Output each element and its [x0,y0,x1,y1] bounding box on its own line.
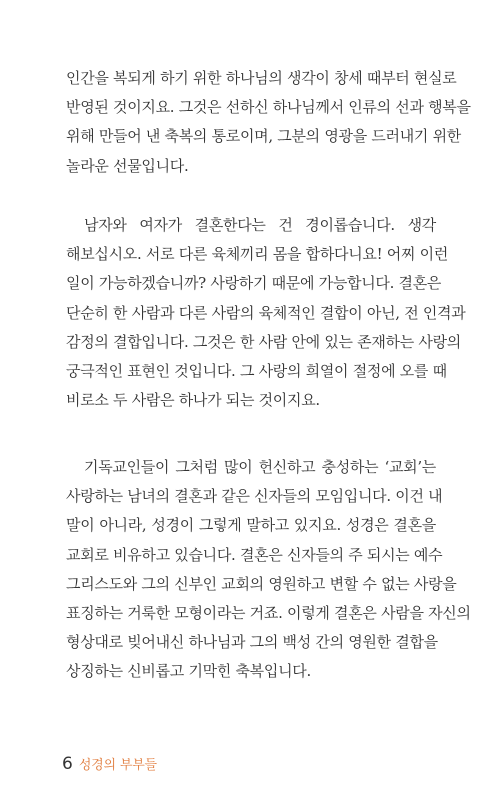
paragraph-line: 남자와 여자가 결혼한다는 건 경이롭습니다. 생각 [84,216,436,234]
paragraph-3 [66,453,471,687]
paragraph-line: 일이 가능하겠습니까? 사랑하기 때문에 가능합니다. 결혼은 [66,274,442,293]
page-number: 6 [62,754,73,774]
paragraph-line: 기독교인들이 그처럼 많이 헌신하고 충성하는 ‘교회’는 [84,458,436,476]
paragraph-line: 사랑하는 남녀의 결혼과 같은 신자들의 모임입니다. 이건 내 [66,487,443,506]
paragraph-line: 놀라운 선물입니다. [66,156,189,175]
paragraph-line: 그리스도와 그의 신부인 교회의 영원하고 변할 수 없는 사랑을 [66,574,457,593]
paragraph-1 [66,64,471,181]
paragraph-line: 단순히 한 사람과 다른 사람의 육체적인 결합이 아닌, 전 인격과 [66,303,466,322]
paragraph-line: 형상대로 빚어내신 하나님과 그의 백성 간의 영원한 결합을 [66,633,438,652]
paragraph-line: 위해 만들어 낸 축복의 통로이며, 그분의 영광을 드러내기 위한 [66,127,461,146]
paragraph-line: 말이 아니라, 성경이 그렇게 말하고 있지요. 성경은 결혼을 [66,516,436,535]
paragraph-line: 궁극적인 표현인 것입니다. 그 사랑의 희열이 절정에 오를 때 [66,362,447,381]
paragraph-line: 표징하는 거룩한 모형이라는 거죠. 이렇게 결혼은 사람을 자신의 [66,604,471,623]
paragraph-line: 감정의 결합입니다. 그것은 한 사람 안에 있는 존재하는 사랑의 [66,332,461,351]
paragraph-line: 교회로 비유하고 있습니다. 결혼은 신자들의 주 되시는 예수 [66,545,443,564]
paragraph-2 [66,211,466,415]
paragraph-line: 비로소 두 사람은 하나가 되는 것이지요. [66,391,320,410]
page-footer [62,754,157,774]
paragraph-line: 상징하는 신비롭고 기막힌 축복입니다. [66,662,311,681]
paragraph-line: 반영된 것이지요. 그것은 선하신 하나님께서 인류의 선과 행복을 [66,98,471,117]
running-title: 성경의 부부들 [78,758,157,773]
paragraph-line: 해보십시오. 서로 다른 육체끼리 몸을 합하다니요! 어찌 이런 [66,245,449,264]
paragraph-line: 인간을 복되게 하기 위한 하나님의 생각이 창세 때부터 현실로 [66,69,457,87]
